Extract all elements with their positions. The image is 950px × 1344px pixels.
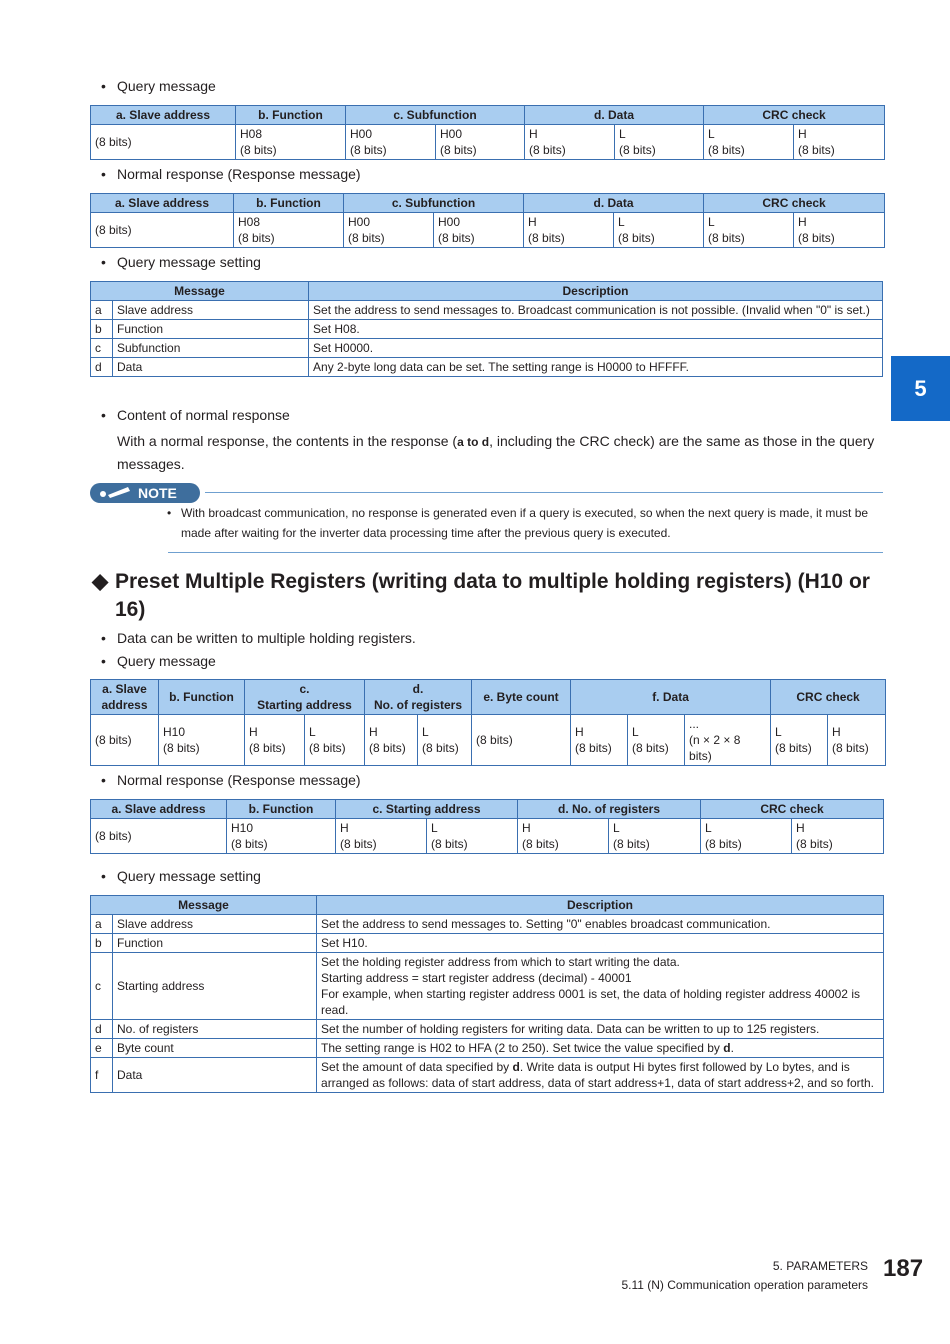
header-slave-address: a. Slave address [91,194,234,213]
row-desc: The setting range is H02 to HFA (2 to 250). Set twice the value specified by d. [317,1039,884,1058]
header-starting-address: c. Starting address [245,680,365,715]
row-desc: Set the amount of data specified by d. Write data is output Hi bytes first followed by Lo bytes, and is arranged as follows: data of start address, data of start address+1, data of start address+2, and so forth. [317,1058,884,1093]
row-desc: Set H08. [309,320,883,339]
bullet-normal-response: • Normal response (Response message) [101,166,361,182]
cell: H (8 bits) [571,715,628,766]
bullet-normal-response-2: • Normal response (Response message) [101,772,361,788]
row-name: Byte count [113,1039,317,1058]
row-name: Data [113,358,309,377]
row-key: d [91,1020,113,1039]
row-key: a [91,915,113,934]
row-desc: Set the holding register address from which to start writing the data. Starting address = start register address (decimal) - 40001 For example, when starting register address 0001 is set, the data of holding register address 40002 is read. [317,953,884,1020]
row-key: d [91,358,113,377]
preset-setting-table [90,895,884,1093]
query-setting-table [90,281,883,377]
note-pen-icon [94,483,134,503]
cell: H (8 bits) [792,819,884,854]
header-description: Description [309,282,883,301]
header-no-registers: d. No. of registers [365,680,472,715]
row-desc: Set H10. [317,934,884,953]
chapter-tab[interactable]: 5 [891,356,950,421]
header-function: b. Function [234,194,344,213]
row-key: b [91,934,113,953]
cell: (8 bits) [91,715,159,766]
cell: (8 bits) [91,819,227,854]
cell: H (8 bits) [365,715,418,766]
row-key: c [91,339,113,358]
header-message: Message [91,282,309,301]
query-message-table [90,105,885,160]
row-key: f [91,1058,113,1093]
header-function: b. Function [159,680,245,715]
row-name: Data [113,1058,317,1093]
cell: L (8 bits) [628,715,685,766]
cell: L (8 bits) [615,125,704,160]
cell: (8 bits) [472,715,571,766]
header-byte-count: e. Byte count [472,680,571,715]
bullet-text: Query message [117,78,216,94]
header-crc: CRC check [704,194,885,213]
cell: H00 (8 bits) [434,213,524,248]
header-description: Description [317,896,884,915]
cell: H00 (8 bits) [436,125,525,160]
bullet-query-setting: • Query message setting [101,254,261,270]
cell: H00 (8 bits) [346,125,436,160]
row-desc: Set H0000. [309,339,883,358]
bullet-written: • Data can be written to multiple holding registers. [101,630,416,646]
header-slave-address: a. Slave address [91,680,159,715]
row-name: Slave address [113,301,309,320]
section-heading: ◆ Preset Multiple Registers (writing data to multiple holding registers) (H10 or 16) [92,570,870,621]
note-bottom-divider [168,552,883,553]
row-name: Subfunction [113,339,309,358]
preset-response-table [90,799,884,854]
bullet-query-setting-2: • Query message setting [101,868,261,884]
cell: L (8 bits) [704,125,794,160]
header-crc: CRC check [771,680,886,715]
cell: (8 bits) [91,213,234,248]
header-data: d. Data [524,194,704,213]
cell: L (8 bits) [704,213,794,248]
row-name: No. of registers [113,1020,317,1039]
row-key: a [91,301,113,320]
cell: H (8 bits) [245,715,305,766]
row-name: Function [113,320,309,339]
normal-response-table [90,193,885,248]
cell: L (8 bits) [305,715,365,766]
cell: H (8 bits) [336,819,427,854]
row-name: Starting address [113,953,317,1020]
header-subfunction: c. Subfunction [344,194,524,213]
cell: ... (n × 2 × 8 bits) [685,715,771,766]
row-key: c [91,953,113,1020]
bullet-content: • Content of normal response [101,407,290,423]
row-desc: Any 2-byte long data can be set. The setting range is H0000 to HFFFF. [309,358,883,377]
header-slave-address: a. Slave address [91,106,236,125]
cell: (8 bits) [91,125,236,160]
header-crc: CRC check [701,800,884,819]
cell: H (8 bits) [794,213,885,248]
row-desc: Set the address to send messages to. Setting "0" enables broadcast communication. [317,915,884,934]
row-desc: Set the address to send messages to. Broadcast communication is not possible. (Invalid when "0" is set.) [309,301,883,320]
page-number: 187 [883,1255,924,1282]
cell: L (8 bits) [701,819,792,854]
note-text: • With broadcast communication, no response is generated even if a query is executed, so when the next query is made, it must be made after waiting for the inverter data processing time after the previous query is executed. [167,506,869,540]
cell: L (8 bits) [427,819,518,854]
header-slave-address: a. Slave address [91,800,227,819]
header-function: b. Function [236,106,346,125]
row-name: Slave address [113,915,317,934]
cell: L (8 bits) [418,715,472,766]
bullet-query-message: • Query message [101,78,216,94]
preset-query-table [90,679,886,766]
cell: H (8 bits) [524,213,614,248]
header-subfunction: c. Subfunction [346,106,525,125]
header-data: f. Data [571,680,771,715]
footer-subsection: 5.11 (N) Communication operation parameters [621,1278,868,1292]
note-divider [205,492,883,493]
cell: H (8 bits) [794,125,885,160]
cell: H08 (8 bits) [234,213,344,248]
cell: L (8 bits) [771,715,828,766]
content-paragraph: With a normal response, the contents in the response (a to d, including the CRC check) are the same as those in the query messages. [117,433,875,472]
cell: L (8 bits) [609,819,701,854]
cell: H (8 bits) [828,715,886,766]
footer-section: 5. PARAMETERS [772,1259,868,1273]
diamond-icon: ◆ [92,570,109,593]
cell: H00 (8 bits) [344,213,434,248]
row-name: Function [113,934,317,953]
cell: H08 (8 bits) [236,125,346,160]
note-badge: NOTE [90,483,200,503]
header-starting-address: c. Starting address [336,800,518,819]
row-key: b [91,320,113,339]
cell: H10 (8 bits) [159,715,245,766]
bullet-query-message-2: • Query message [101,653,216,669]
header-function: b. Function [227,800,336,819]
header-no-registers: d. No. of registers [518,800,701,819]
header-message: Message [91,896,317,915]
header-crc: CRC check [704,106,885,125]
header-data: d. Data [525,106,704,125]
cell: H (8 bits) [518,819,609,854]
cell: H (8 bits) [525,125,615,160]
row-key: e [91,1039,113,1058]
cell: H10 (8 bits) [227,819,336,854]
cell: L (8 bits) [614,213,704,248]
row-desc: Set the number of holding registers for writing data. Data can be written to up to 125 registers. [317,1020,884,1039]
